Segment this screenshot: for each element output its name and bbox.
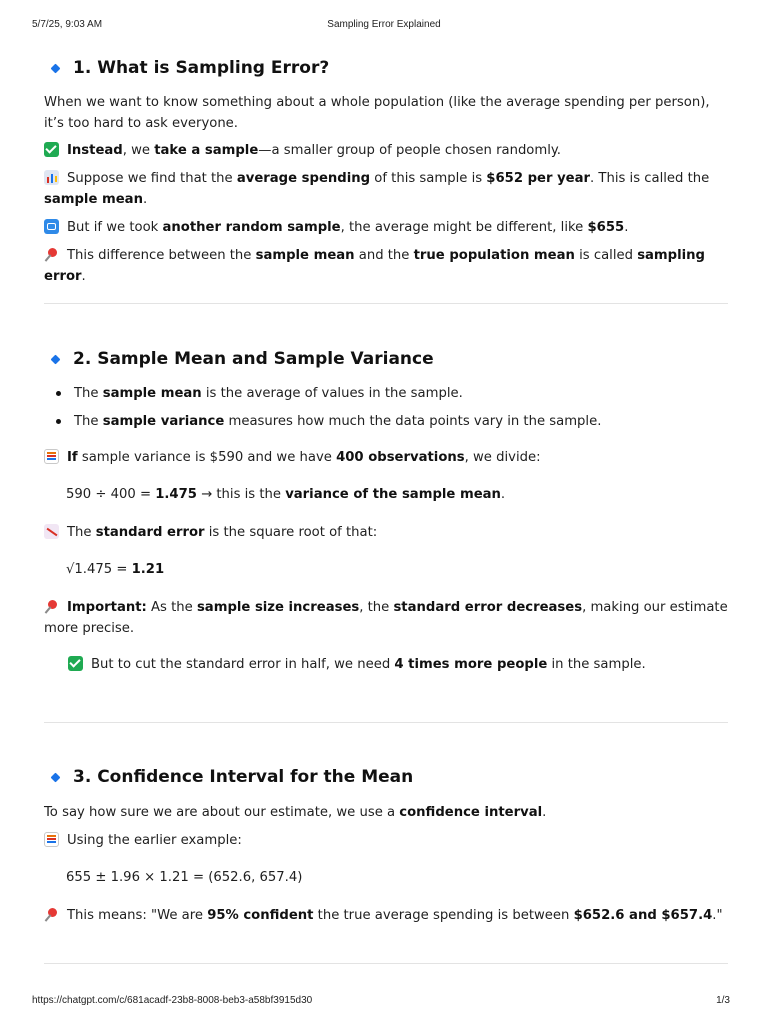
check-icon (44, 142, 59, 157)
list-item: The sample variance measures how much the data points vary in the sample. (44, 411, 728, 432)
page-url: https://chatgpt.com/c/681acadf-23b8-8008-beb3-a58bf3915d30 (32, 995, 313, 1006)
s3-line-example: Using the earlier example: (44, 830, 728, 851)
pushpin-icon (44, 247, 59, 262)
section-1-heading: 1. What is Sampling Error? (44, 58, 728, 78)
s2-formula-sqrt: √1.475 = 1.21 (66, 562, 165, 577)
print-header (32, 19, 736, 33)
s1-line-sampling-error: This difference between the sample mean and the true population mean is called sampling error. (44, 248, 705, 284)
s1-line-another-sample: But if we took another random sample, the average might be different, like $655. (44, 217, 728, 238)
pushpin-icon (44, 599, 59, 614)
diamond-icon (51, 63, 61, 73)
section-2-heading: 2. Sample Mean and Sample Variance (44, 349, 728, 369)
s1-line-instead: Instead, we take a sample—a smaller group of people chosen randomly. (44, 140, 728, 161)
section-3-heading: 3. Confidence Interval for the Mean (44, 767, 728, 787)
bar-chart-icon (44, 170, 59, 185)
s2-bullet-list (44, 383, 728, 432)
section-divider (44, 963, 728, 964)
chart-decreasing-icon (44, 524, 59, 539)
s2-line-standard-error: The standard error is the square root of that: (44, 522, 728, 543)
s2-line-four-times: But to cut the standard error in half, we need 4 times more people in the sample. (44, 654, 728, 675)
s2-line-important: Important: As the sample size increases, the standard error decreases, making our estimate more precise. (44, 600, 728, 636)
repeat-icon (44, 219, 59, 234)
s2-line-variance: If sample variance is $590 and we have 400 observations, we divide: (44, 447, 728, 468)
s3-line-meaning: This means: "We are 95% confident the true average spending is between $652.6 and $657.4." (44, 905, 728, 926)
print-footer (32, 995, 736, 1009)
section-divider (44, 303, 728, 304)
diamond-icon (51, 354, 61, 364)
abacus-icon (44, 449, 59, 464)
s3-formula-interval: 655 ± 1.96 × 1.21 = (652.6, 657.4) (66, 870, 303, 885)
print-title: Sampling Error Explained (327, 19, 441, 30)
list-item: The sample mean is the average of values in the sample. (44, 383, 728, 404)
check-icon (68, 656, 83, 671)
abacus-icon (44, 832, 59, 847)
diamond-icon (51, 772, 61, 782)
section-divider (44, 722, 728, 723)
print-datetime: 5/7/25, 9:03 AM (32, 19, 103, 30)
s1-intro: When we want to know something about a whole population (like the average spending per person), it’s too hard to ask everyone. (44, 95, 710, 131)
s3-intro: To say how sure we are about our estimate, we use a confidence interval. (44, 805, 547, 820)
s1-line-sample-mean: Suppose we find that the average spending of this sample is $652 per year. This is called the sample mean. (44, 171, 710, 207)
pushpin-icon (44, 907, 59, 922)
s2-formula-variance: 590 ÷ 400 = 1.475 → this is the variance of the sample mean. (66, 487, 506, 502)
page-number: 1/3 (716, 995, 730, 1006)
